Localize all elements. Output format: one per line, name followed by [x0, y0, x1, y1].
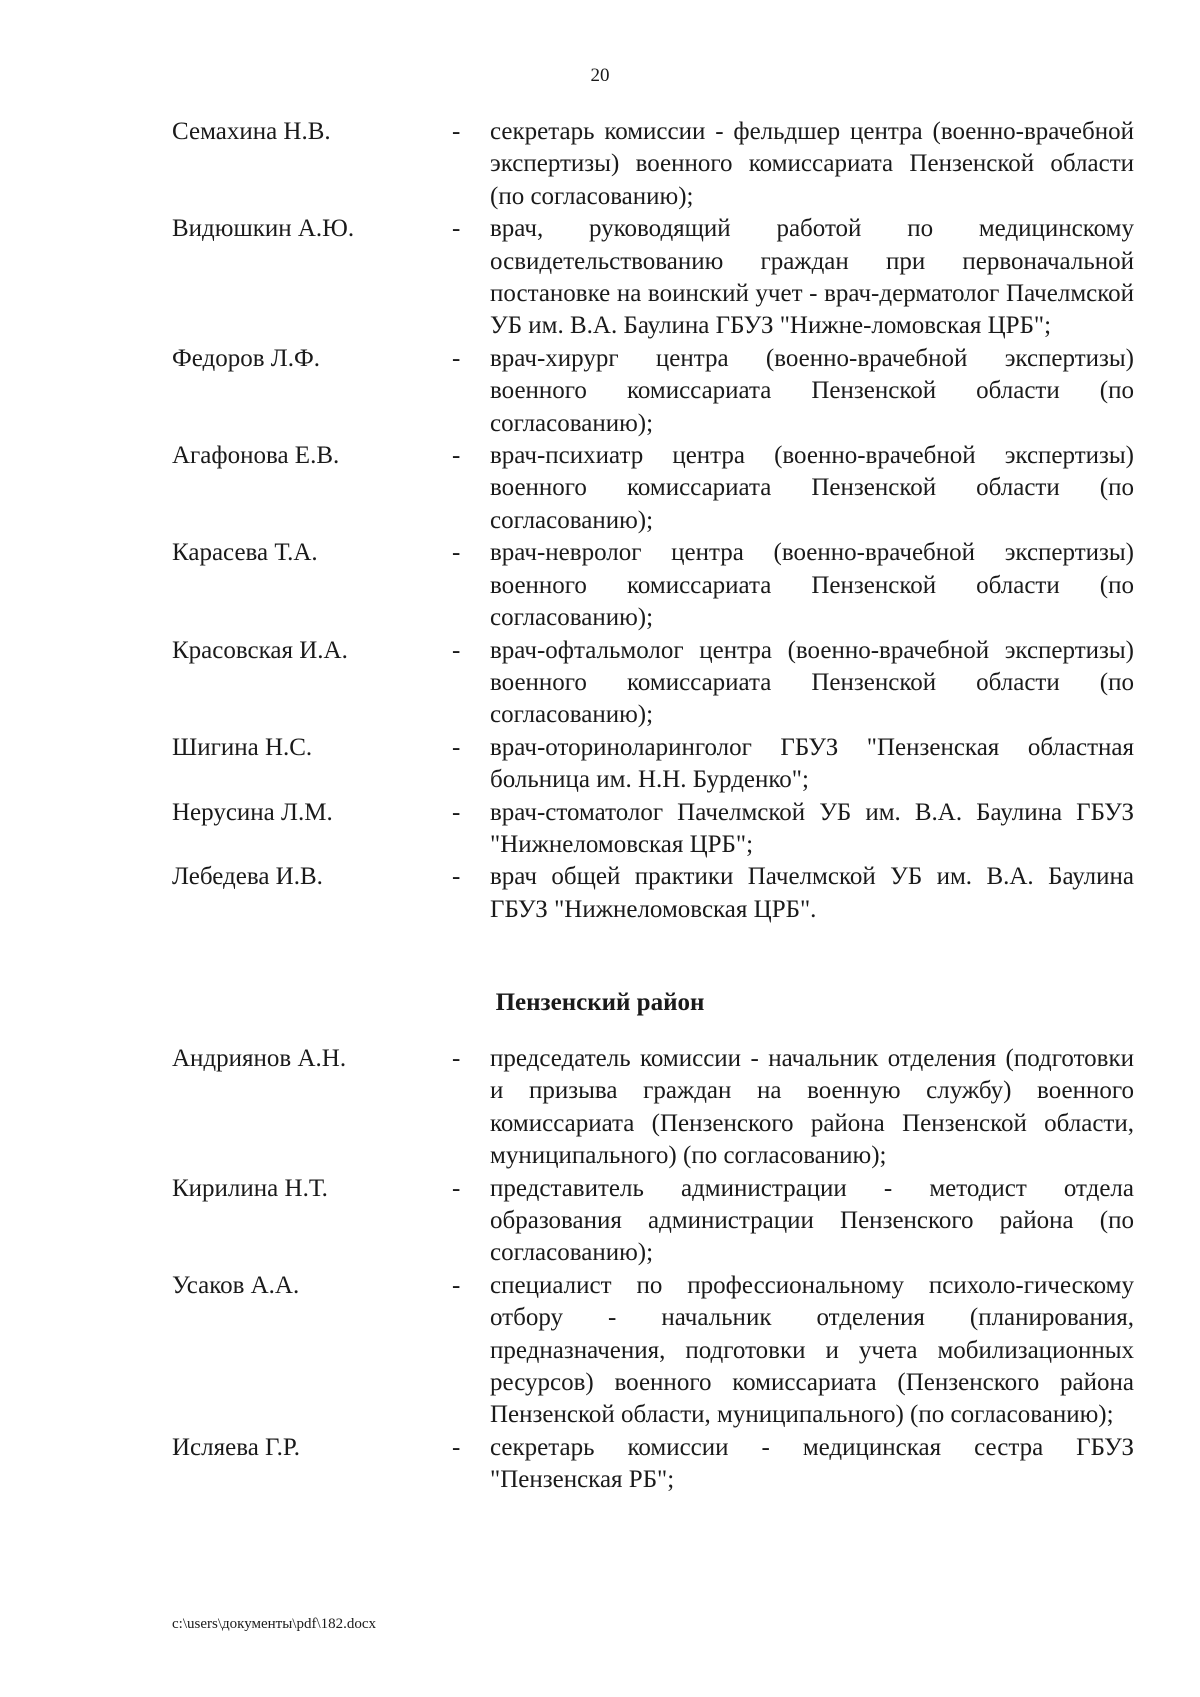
member-entry [0, 732, 1200, 797]
member-role: секретарь комиссии - фельдшер центра (военно-врачебной экспертизы) военного комиссариата Пензенской области (по согласованию); [490, 118, 1134, 210]
dash-separator: - [452, 1271, 461, 1299]
dash-separator: - [452, 636, 461, 664]
member-name: Семахина Н.В. [172, 118, 331, 145]
member-entry [0, 440, 1200, 537]
member-name: Агафонова Е.В. [172, 442, 340, 470]
member-role: врач-стоматолог Пачелмской УБ им. В.А. Баулина ГБУЗ "Нижнеломовская ЦРБ"; [490, 798, 1134, 858]
member-entry [0, 213, 1200, 343]
member-name: Усаков А.А. [172, 1271, 300, 1299]
dash-separator: - [452, 798, 461, 826]
member-role: врач общей практики Пачелмской УБ им. В.А. Баулина ГБУЗ "Нижнеломовская ЦРБ". [490, 863, 1134, 923]
dash-separator: - [452, 215, 461, 243]
commission-list-1 [0, 116, 1200, 926]
member-name: Нерусина Л.М. [172, 798, 333, 826]
member-entry [0, 861, 1200, 926]
member-role: врач, руководящий работой по медицинскому освидетельствованию граждан при первоначальной постановке на воинский учет - врач-дерматолог Пачелмской УБ им. В.А. Баулина ГБУЗ "Нижне-ломовская ЦРБ"; [490, 215, 1134, 340]
dash-separator: - [452, 539, 461, 567]
member-entry [0, 537, 1200, 634]
member-role: специалист по профессиональному психоло-гическому отбору - начальник отделения (планирования, предназначения, подготовки и учета мобилизационных ресурсов) военного комиссариата (Пензенского района Пензенской области, муниципального) (по согласованию); [490, 1271, 1134, 1429]
dash-separator: - [452, 118, 461, 145]
member-name: Исляева Г.Р. [172, 1433, 300, 1461]
member-entry [0, 1173, 1200, 1270]
member-role: врач-офтальмолог центра (военно-врачебной экспертизы) военного комиссариата Пензенской области (по согласованию); [490, 636, 1134, 729]
member-entry [0, 343, 1200, 440]
dash-separator: - [452, 1174, 461, 1202]
member-role: председатель комиссии - начальник отделения (подготовки и призыва граждан на военную службу) военного комиссариата (Пензенского района Пензенской области, муниципального) (по согласованию); [490, 1045, 1134, 1170]
member-role: врач-невролог центра (военно-врачебной экспертизы) военного комиссариата Пензенской области (по согласованию); [490, 539, 1134, 632]
member-role: врач-психиатр центра (военно-врачебной экспертизы) военного комиссариата Пензенской области (по согласованию); [490, 442, 1134, 534]
dash-separator: - [452, 344, 461, 372]
member-role: врач-хирург центра (военно-врачебной экспертизы) военного комиссариата Пензенской области (по согласованию); [490, 344, 1134, 437]
member-entry [0, 797, 1200, 862]
dash-separator: - [452, 733, 461, 761]
dash-separator: - [452, 442, 461, 470]
commission-list-2 [0, 1043, 1200, 1497]
member-role: врач-оториноларинголог ГБУЗ "Пензенская областная больница им. Н.Н. Бурденко"; [490, 733, 1134, 794]
member-name: Кирилина Н.Т. [172, 1174, 328, 1202]
member-name: Андриянов А.Н. [172, 1045, 347, 1072]
member-entry [0, 635, 1200, 732]
dash-separator: - [452, 1433, 461, 1461]
member-name: Карасева Т.А. [172, 539, 318, 567]
member-entry [0, 1270, 1200, 1432]
member-entry [0, 116, 1200, 213]
member-name: Лебедева И.В. [172, 863, 323, 891]
section-title: Пензенский район [495, 989, 705, 1016]
file-path-footer: c:\users\документы\pdf\182.docx [172, 1616, 377, 1632]
member-name: Шигина Н.С. [172, 733, 313, 761]
page-number: 20 [590, 65, 610, 86]
member-role: представитель администрации - методист отдела образования администрации Пензенского района (по согласованию); [490, 1174, 1134, 1267]
member-name: Федоров Л.Ф. [172, 344, 320, 372]
dash-separator: - [452, 1045, 461, 1072]
member-role: секретарь комиссии - медицинская сестра ГБУЗ "Пензенская РБ"; [490, 1433, 1134, 1494]
member-name: Видюшкин А.Ю. [172, 215, 355, 243]
member-name: Красовская И.А. [172, 636, 348, 664]
member-entry [0, 1043, 1200, 1173]
dash-separator: - [452, 863, 461, 891]
member-entry [0, 1432, 1200, 1497]
